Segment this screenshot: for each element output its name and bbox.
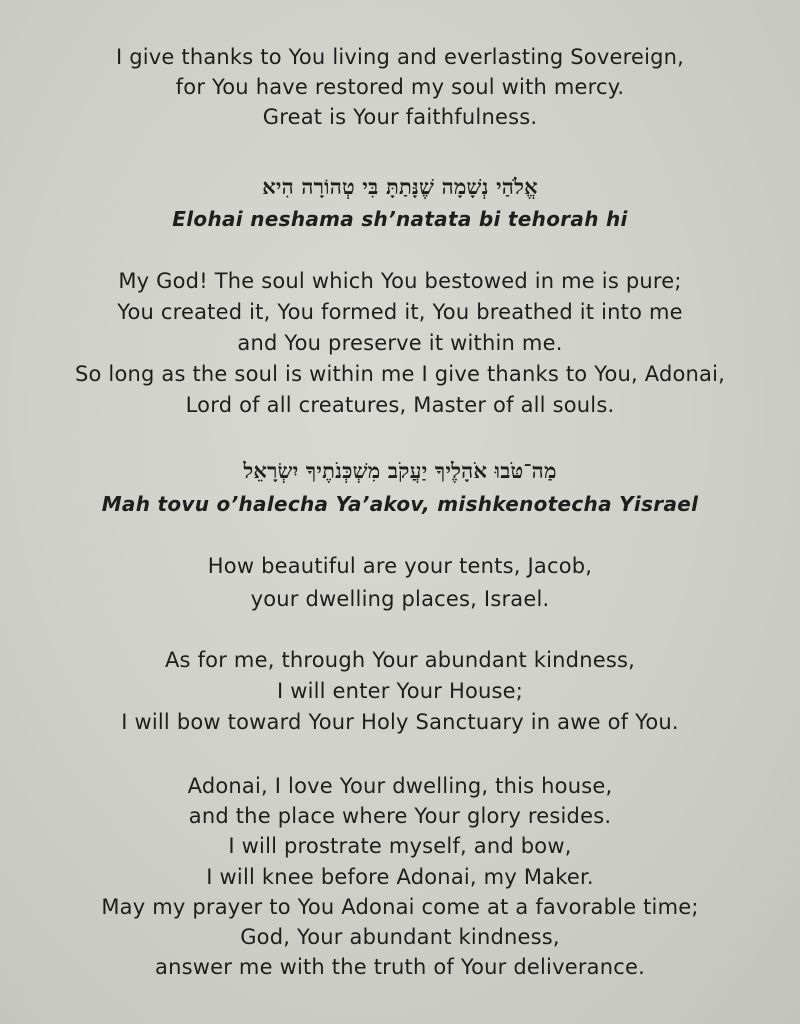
transliteration-line: Elohai neshama sh’natata bi tehorah hi [172, 207, 628, 231]
prayer-line: I give thanks to You living and everlasting Sovereign, [115, 45, 685, 69]
prayer-line: As for me, through Your abundant kindness, [164, 648, 635, 672]
prayer-line: for You have restored my soul with mercy. [175, 75, 625, 99]
prayer-line: and the place where Your glory resides. [188, 804, 612, 828]
prayer-line: I will knee before Adonai, my Maker. [206, 865, 594, 889]
prayer-line: I will prostrate myself, and bow, [228, 834, 572, 858]
prayer-line: I will enter Your House; [276, 679, 524, 703]
prayer-line: your dwelling places, Israel. [250, 587, 550, 611]
prayer-line: How beautiful are your tents, Jacob, [207, 554, 593, 578]
prayer-line: Great is Your faithfulness. [262, 105, 538, 129]
prayer-line: and You preserve it within me. [237, 331, 563, 355]
hebrew-verse: מַה־טֹּבוּ אֹהָלֶיךָ יַעֲקֹב מִשְׁכְּנֹתֶיךָ יִשְׂרָאֵל [243, 458, 557, 483]
prayer-line: My God! The soul which You bestowed in me is pure; [118, 269, 682, 293]
prayer-line: God, Your abundant kindness, [240, 925, 560, 949]
hebrew-verse: אֱלֹהַי נְשָׁמָה שֶׁנָּתַתָּ בִּי טְהוֹרָה הִיא [262, 174, 538, 199]
prayer-line: I will bow toward Your Holy Sanctuary in awe of You. [121, 710, 679, 734]
prayer-line: answer me with the truth of Your deliverance. [155, 955, 645, 979]
transliteration-line: Mah tovu o’halecha Ya’akov, mishkenotecha Yisrael [101, 492, 699, 516]
prayer-line: Adonai, I love Your dwelling, this house, [187, 774, 613, 798]
prayer-line: Lord of all creatures, Master of all souls. [185, 393, 615, 417]
prayer-line: May my prayer to You Adonai come at a favorable time; [101, 895, 699, 919]
prayer-line: You created it, You formed it, You breathed it into me [117, 300, 683, 324]
prayer-line: So long as the soul is within me I give thanks to You, Adonai, [74, 362, 726, 386]
